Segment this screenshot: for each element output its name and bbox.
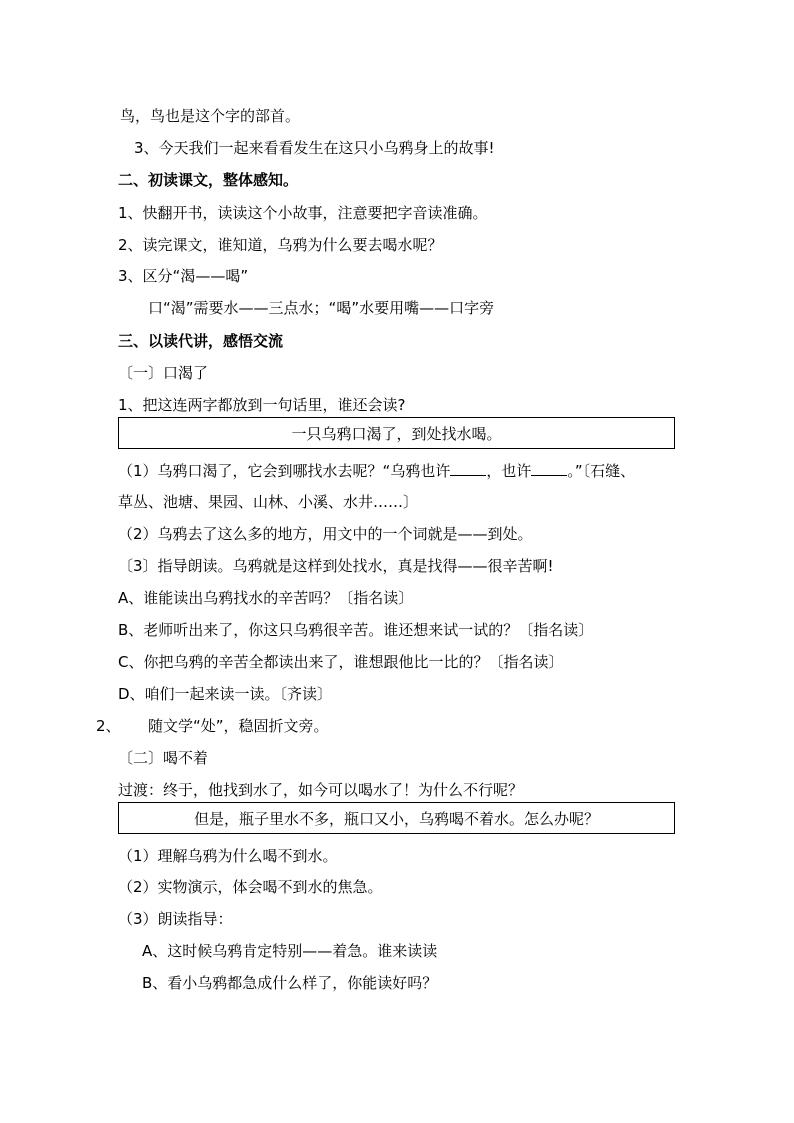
- text-line: 1、快翻开书，读读这个小故事，注意要把字音读准确。: [118, 204, 488, 222]
- text-line: C、你把乌鸦的辛苦全都读出来了，谁想跟他比一比的？〔指名读〕: [118, 653, 564, 671]
- text-fragment: ，也许: [486, 462, 532, 480]
- text-line: （1）理解乌鸦为什么喝不到水。: [118, 847, 338, 865]
- text-line: 草丛、池塘、果园、山林、小溪、水井……〕: [118, 493, 419, 511]
- highlight-box: [118, 417, 675, 449]
- text-line: [118, 461, 635, 481]
- text-fragment: （1）乌鸦口渴了，它会到哪找水去呢？“乌鸦也许: [118, 462, 451, 480]
- text-line: A、这时候乌鸦肯定特别——着急。谁来读读: [142, 942, 438, 960]
- section-heading: 三、以读代讲，感悟交流: [118, 332, 284, 350]
- text-line: 2、读完课文，谁知道，乌鸦为什么要去喝水呢？: [118, 236, 443, 254]
- text-line: 3、今天我们一起来看看发生在这只小乌鸦身上的故事!: [134, 139, 495, 157]
- text-line: 随文学“处”，稳固折文旁。: [148, 717, 329, 735]
- text-line: B、老师听出来了，你这只乌鸦很辛苦。谁还想来试一试的？〔指名读〕: [118, 621, 594, 639]
- section-heading: 二、初读课文，整体感知。: [118, 171, 299, 189]
- list-number: 2、: [96, 717, 121, 735]
- text-line: D、咱们一起来读一读。〔齐读〕: [118, 685, 333, 703]
- boxed-sentence: 一只乌鸦口渴了，到处找水喝。: [291, 425, 502, 443]
- text-line: 1、把这连两字都放到一句话里，谁还会读?: [118, 396, 406, 414]
- boxed-sentence: 但是，瓶子里水不多，瓶口又小，乌鸦喝不着水。怎么办呢？: [193, 810, 599, 828]
- text-line: 过渡：终于，他找到水了，如今可以喝水了！为什么不行呢？: [118, 781, 524, 799]
- text-line: 鸟，鸟也是这个字的部首。: [120, 107, 301, 125]
- fill-blank: [450, 461, 486, 476]
- text-line: A、谁能读出乌鸦找水的辛苦吗？〔指名读〕: [118, 589, 414, 607]
- text-line: （3）朗读指导：: [118, 910, 233, 928]
- highlight-box: [118, 802, 675, 834]
- text-line: B、看小乌鸦都急成什么样了，你能读好吗？: [142, 974, 438, 992]
- subsection-heading: 〔二〕喝不着: [118, 749, 209, 767]
- text-line: 〔3〕指导朗读。乌鸦就是这样到处找水，真是找得——很辛苦啊!: [118, 557, 554, 575]
- text-line: （2）乌鸦去了这么多的地方，用文中的一个词就是——到处。: [118, 525, 533, 543]
- subsection-heading: 〔一〕口渴了: [118, 364, 209, 382]
- text-line: 口“渴”需要水——三点水；“喝”水要用嘴——口字旁: [148, 299, 495, 317]
- text-line: （2）实物演示，体会喝不到水的焦急。: [118, 878, 383, 896]
- text-fragment: 。”〔石缝、: [567, 462, 636, 480]
- fill-blank: [531, 461, 567, 476]
- text-line: 3、区分“渴——喝”: [118, 267, 249, 285]
